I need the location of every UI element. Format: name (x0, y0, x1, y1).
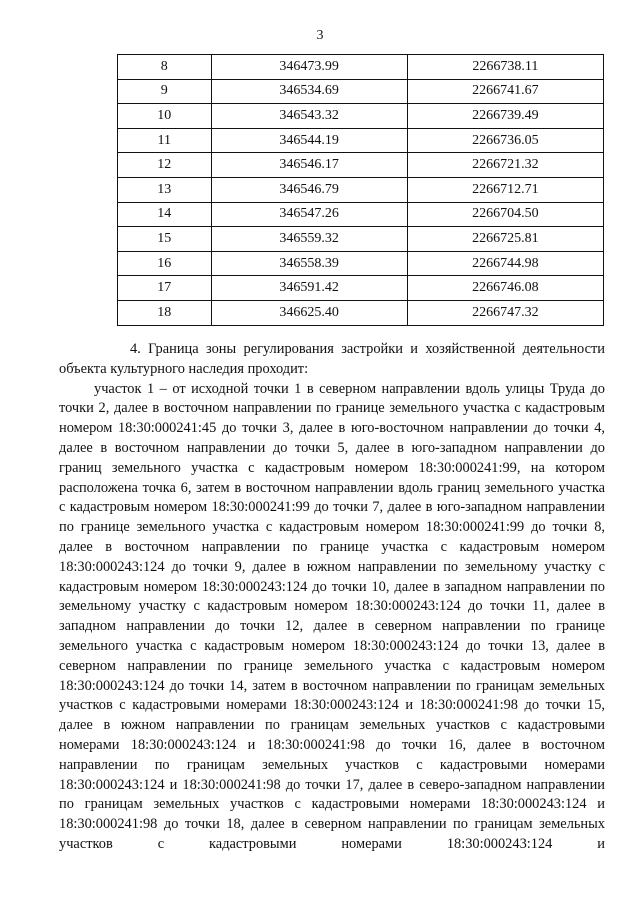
table-row (118, 202, 604, 227)
point-number-cell: 15 (118, 227, 212, 252)
table-row (118, 276, 604, 301)
y-coordinate-cell: 2266738.11 (407, 55, 603, 80)
table-row (118, 177, 604, 202)
x-coordinate-cell: 346544.19 (211, 128, 407, 153)
table-row (118, 79, 604, 104)
page-number: 3 (316, 28, 324, 43)
x-coordinate-cell: 346473.99 (211, 55, 407, 80)
point-number-cell: 11 (118, 128, 212, 153)
coordinates-table (117, 54, 604, 326)
table-row (118, 300, 604, 325)
point-number-cell: 16 (118, 251, 212, 276)
table-row (118, 153, 604, 178)
section-heading-paragraph: 4. Граница зоны регулирования застройки и хозяйственной деятельности объекта культурного наследия проходит: (59, 341, 605, 377)
x-coordinate-cell: 346547.26 (211, 202, 407, 227)
point-number-cell: 9 (118, 79, 212, 104)
y-coordinate-cell: 2266744.98 (407, 251, 603, 276)
table-row (118, 55, 604, 80)
x-coordinate-cell: 346546.79 (211, 177, 407, 202)
y-coordinate-cell: 2266739.49 (407, 104, 603, 129)
x-coordinate-cell: 346591.42 (211, 276, 407, 301)
point-number-cell: 14 (118, 202, 212, 227)
y-coordinate-cell: 2266712.71 (407, 177, 603, 202)
y-coordinate-cell: 2266721.32 (407, 153, 603, 178)
y-coordinate-cell: 2266704.50 (407, 202, 603, 227)
y-coordinate-cell: 2266725.81 (407, 227, 603, 252)
table-row (118, 251, 604, 276)
y-coordinate-cell: 2266746.08 (407, 276, 603, 301)
table-row (118, 227, 604, 252)
x-coordinate-cell: 346546.17 (211, 153, 407, 178)
x-coordinate-cell: 346534.69 (211, 79, 407, 104)
point-number-cell: 13 (118, 177, 212, 202)
table-row (118, 128, 604, 153)
point-number-cell: 18 (118, 300, 212, 325)
document-text (59, 340, 605, 855)
section-body-paragraph: участок 1 – от исходной точки 1 в северном направлении вдоль улицы Труда до точки 2, далее в восточном направлении по границе земельного участка с кадастровым номером 18:30:000241:45 до точки 3, далее в юго-восточном направлении до точки 4, далее в восточном направлении до точки 5, далее в юго-западном направлении до границ земельного участка с кадастровым номером 18:30:000241:99, на котором расположена точка 6, затем в восточном направлении вдоль границ земельного участка с кадастровым номером 18:30:000241:99 до точки 7, далее в юго-западном направлении по границе земельного участка с кадастровым номером 18:30:000241:99 до точки 8, далее в восточном направлении по границе участка с кадастровым номером 18:30:000243:124 до точки 9, далее в южном направлении по земельному участку с кадастровым номером 18:30:000243:124 до точки 10, далее в западном направлении по земельному участку с кадастровым номером 18:30:000243:124 до точки 11, далее в западном направлении до точки 12, далее в северном направлении по границе земельного участка с кадастровым номером 18:30:000243:124 до точки 13, далее в северном направлении по границе земельного участка с кадастровым номером 18:30:000243:124 до точки 14, затем в восточном направлении по границам земельных участков с кадастровыми номерами 18:30:000243:124 и 18:30:000241:98 до точки 15, далее в южном направлении по границам земельных участков с кадастровыми номерами 18:30:000243:124 и 18:30:000241:98 до точки 16, далее в восточном направлении по границам земельных участков с кадастровыми номерами 18:30:000243:124 и 18:30:000241:98 до точки 17, далее в северо-западном направлении по границам земельных участков с кадастровыми номерами 18:30:000243:124 и 18:30:000241:98 до точки 18, далее в северном направлении по границам земельных участков с кадастровыми номерами 18:30:000243:124 и (59, 380, 605, 852)
table-row (118, 104, 604, 129)
coordinates-table-body (118, 55, 604, 326)
point-number-cell: 8 (118, 55, 212, 80)
point-number-cell: 12 (118, 153, 212, 178)
x-coordinate-cell: 346625.40 (211, 300, 407, 325)
y-coordinate-cell: 2266747.32 (407, 300, 603, 325)
point-number-cell: 10 (118, 104, 212, 129)
y-coordinate-cell: 2266736.05 (407, 128, 603, 153)
x-coordinate-cell: 346558.39 (211, 251, 407, 276)
x-coordinate-cell: 346559.32 (211, 227, 407, 252)
point-number-cell: 17 (118, 276, 212, 301)
y-coordinate-cell: 2266741.67 (407, 79, 603, 104)
x-coordinate-cell: 346543.32 (211, 104, 407, 129)
